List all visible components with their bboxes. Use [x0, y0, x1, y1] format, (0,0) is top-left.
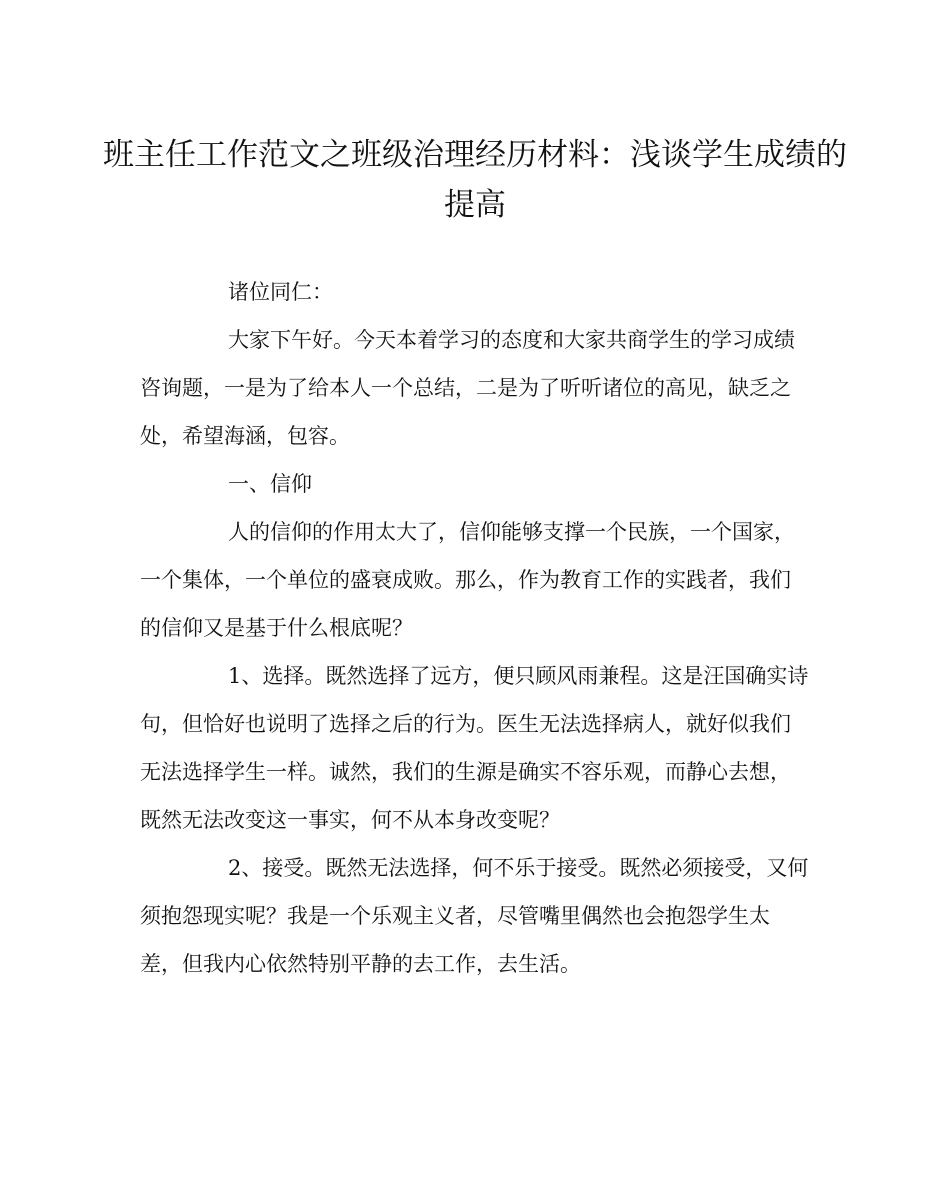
document-body [140, 268, 810, 988]
section-heading-belief: 一、信仰 [228, 472, 312, 496]
salutation: 诸位同仁： [228, 280, 333, 304]
document-title [0, 130, 950, 230]
paragraph-belief: 人的信仰的作用太大了，信仰能够支撑一个民族，一个国家，一个集体，一个单位的盛衰成败。那么，作为教育工作的实践者，我们的信仰又是基于什么根底呢？ [140, 520, 795, 640]
title-line-2: 提高 [444, 187, 506, 223]
paragraph-accept: 2、接受。既然无法选择，何不乐于接受。既然必须接受，又何须抱怨现实呢？我是一个乐观主义者，尽管嘴里偶然也会抱怨学生太差，但我内心依然特别平静的去工作，去生活。 [140, 856, 809, 976]
paragraph-intro: 大家下午好。今天本着学习的态度和大家共商学生的学习成绩咨询题，一是为了给本人一个总结，二是为了听听诸位的高见，缺乏之处，希望海涵，包容。 [140, 328, 795, 448]
paragraph-choice: 1、选择。既然选择了远方，便只顾风雨兼程。这是汪国确实诗句，但恰好也说明了选择之后的行为。医生无法选择病人，就好似我们无法选择学生一样。诚然，我们的生源是确实不容乐观，而静心去想，既然无法改变这一事实，何不从本身改变呢？ [140, 664, 809, 832]
title-line-1: 班主任工作范文之班级治理经历材料：浅谈学生成绩的 [103, 137, 847, 173]
